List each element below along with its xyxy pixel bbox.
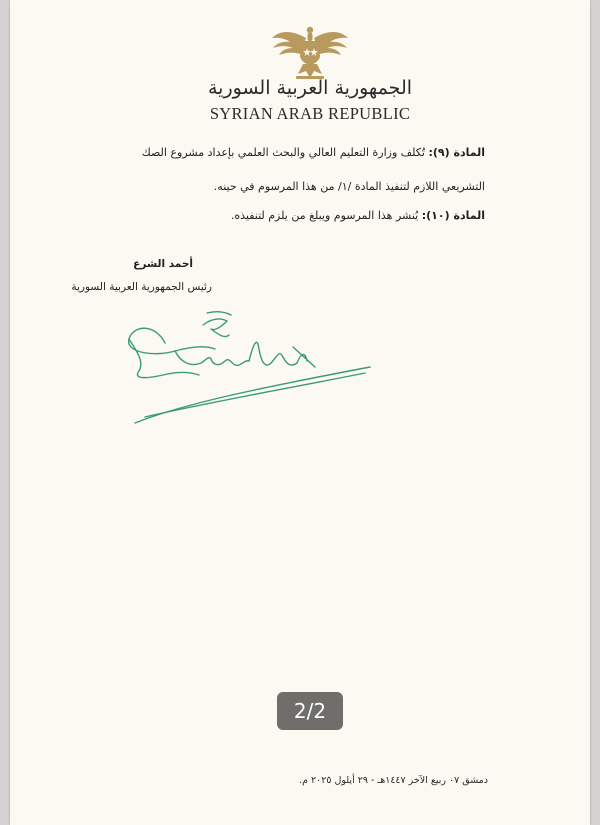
signer-name: أحمد الشرع (133, 258, 193, 270)
article-9-line-2: التشريعي اللازم لتنفيذ المادة /١/ من هذا المرسوم في حينه. (213, 180, 485, 193)
handwritten-signature (115, 305, 375, 430)
article-10-label: المادة (١٠): (421, 209, 485, 222)
golden-eagle-emblem-icon (270, 24, 350, 80)
country-name-english: SYRIAN ARAB REPUBLIC (209, 104, 411, 123)
signer-title: رئيس الجمهورية العربية السورية (71, 281, 212, 293)
article-9-text: تُكلف وزارة التعليم العالي والبحث العلمي بإعداد مشروع الصك (141, 146, 429, 159)
country-name-arabic: الجمهورية العربية السورية (207, 77, 413, 99)
document-page (10, 0, 590, 825)
article-10-line (65, 209, 485, 222)
page-indicator-badge: 2/2 (277, 692, 343, 730)
article-9-label: المادة (٩): (428, 146, 485, 159)
article-10-text: يُنشر هذا المرسوم ويبلغ من يلزم لتنفيذه. (230, 209, 422, 222)
article-9-line-1 (65, 146, 485, 159)
issue-date: دمشق ٠٧ ربيع الآخر ١٤٤٧هـ - ٢٩ أيلول ٢٠٢٥ م. (299, 775, 488, 786)
